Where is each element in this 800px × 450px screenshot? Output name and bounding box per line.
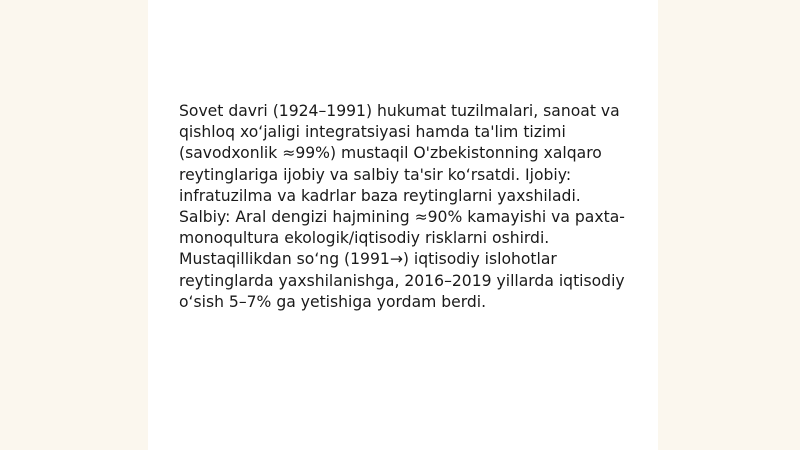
body-paragraph: Sovet davri (1924–1991) hukumat tuzilmalari, sanoat va qishloq xo‘jaligi integratsiyasi hamda ta'lim tizimi (savodxonlik ≈99%) mustaqil O'zbekistonning xalqaro reytinglariga ijobiy va salbiy ta'sir ko‘rsatdi. Ijobiy: infratuzilma va kadrlar baza reytinglarni yaxshiladi. Salbiy: Aral dengizi hajmining ≈90% kamayishi va paxta-monoqultura ekologik/iqtisodiy risklarni oshirdi. Mustaqillikdan so‘ng (1991→) iqtisodiy islohotlar reytinglarda yaxshilanishga, 2016–2019 yillarda iqtisodiy o‘sish 5–7% ga yetishiga yordam berdi. xyxy=(179,102,625,311)
document-page xyxy=(148,0,658,450)
